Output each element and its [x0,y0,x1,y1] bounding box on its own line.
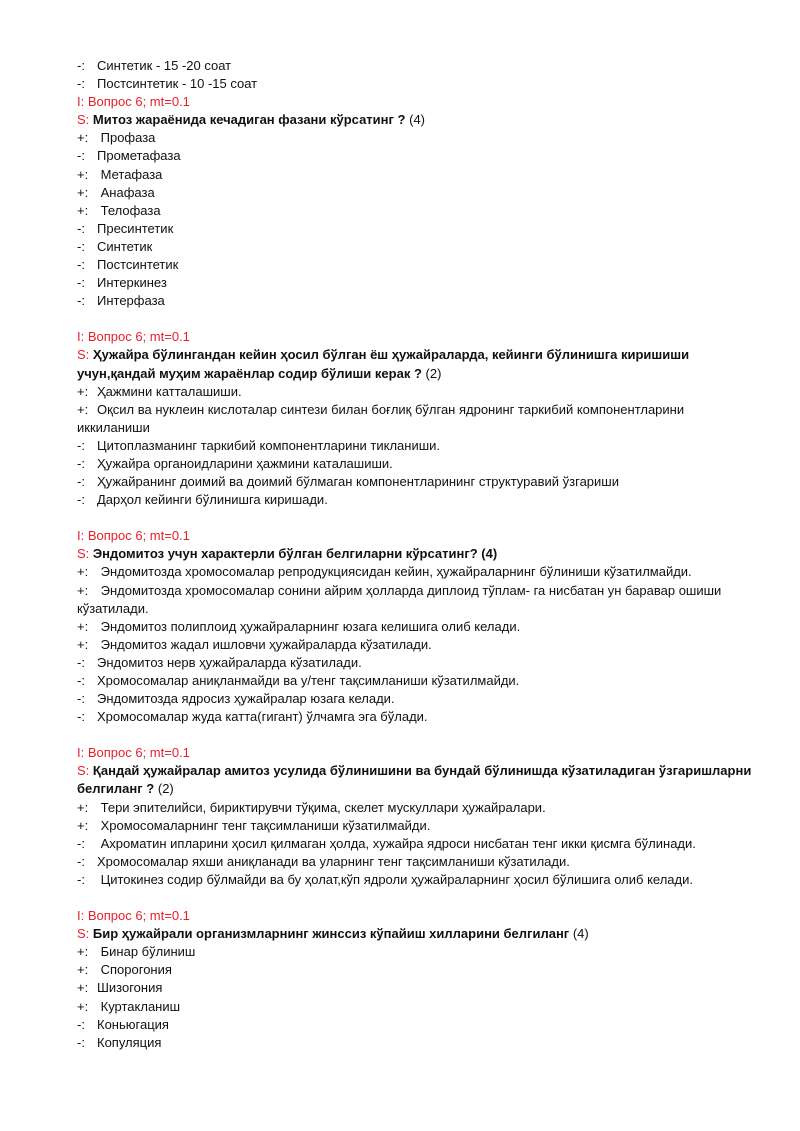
option-line: -: Прометафаза [77,148,181,164]
option-line: -: Цитоплазманинг таркибий компонентларини тикланиши. [77,437,441,453]
question-meta: I: Вопрос 6; mt=0.1 [77,329,190,345]
option-line: -: Цитокинез содир бўлмайди ва бу ҳолат,кўп ядроли ҳужайраларнинг ҳосил бўлишига олиб келади. [77,871,693,887]
spacer [77,889,760,907]
spacer [77,509,760,527]
option-line: -: Пресинтетик [77,220,174,236]
option-line: -: Интеркинез [77,275,167,291]
option-line: -: Эндомитоз нерв ҳужайраларда кўзатилади. [77,654,362,670]
option-line: -: Эндомитозда ядросиз ҳужайралар юзага келади. [77,691,395,707]
option-line: -: Хромосомалар яхши аниқланади ва уларнинг тенг тақсимланиши кўзатилади. [77,853,570,869]
option-line: -: Хромосомалар жуда катта(гигант) ўлчамга эга бўлади. [77,709,428,725]
spacer [77,726,760,744]
question-stem: S: Эндомитоз учун характерли бўлган белгиларни кўрсатинг? (4) [77,546,498,562]
option-line: -: Ҳужайранинг доимий ва доимий бўлмаган компонентларининг структуравий ўзгариши [77,474,619,490]
option-line: -: Копуляция [77,1034,162,1050]
option-line: -: Дарҳол кейинги бўлинишга киришади. [77,492,328,508]
question-meta: I: Вопрос 6; mt=0.1 [77,908,190,924]
option-line: +: Эндомитозда хромосомалар репродукциясидан кейин, ҳужайраларнинг бўлиниши кўзатилмайди. [77,564,692,580]
option-line: +: Шизогония [77,980,163,996]
option-line: -: Коньюгация [77,1016,169,1032]
question-stem: S: Бир ҳужайрали организмларнинг жинссиз кўпайиш хилларини белгиланг (4) [77,926,589,942]
option-line: -: Интерфаза [77,293,165,309]
question-stem: S: Қандай ҳужайралар амитоз усулида бўлинишини ва бундай бўлинишда кўзатиладиган ўзгаришларни белгиланг ? (2) [77,763,752,797]
option-line: +: Тери эпителийси, бириктирувчи тўқима, скелет мускуллари ҳужайралари. [77,799,546,815]
option-line: +: Спорогония [77,962,172,978]
option-line: +: Эндомитоз жадал ишловчи ҳужайраларда кўзатилади. [77,636,432,652]
question-block [77,93,760,310]
option-line: -: Постсинтетик [77,257,179,273]
option-line: -: Ҳужайра органоидларини ҳажмини каталашиши. [77,455,393,471]
option-line: -: Синтетик [77,238,153,254]
option-line: +: Хромосомаларнинг тенг тақсимланиши кўзатилмайди. [77,817,431,833]
option-line: +: Эндомитозда хромосомалар сонини айрим ҳолларда диплоид тўплам- га нисбатан ун баравар ошиши кўзатилади. [77,582,722,616]
option-line: +: Эндомитоз полиплоид ҳужайраларнинг юзага келишига олиб келади. [77,618,521,634]
option-line: -: Хромосомалар аниқланмайди ва у/тенг тақсимланиши кўзатилмайди. [77,673,520,688]
intro-block [77,57,760,93]
question-meta: I: Вопрос 6; mt=0.1 [77,528,190,544]
option-line: -: Синтетик - 15 -20 соат [77,58,232,73]
question-block [77,744,760,889]
spacer [77,310,760,328]
option-line: -: Ахроматин ипларини ҳосил қилмаган ҳолда, хужайра ядроси нисбатан тенг икки қисмга бўлинади. [77,835,696,851]
option-line: +: Оқсил ва нуклеин кислоталар синтези билан боғлиқ бўлган ядронинг таркибий компонентларини иккиланиши [77,401,685,435]
option-line: -: Постсинтетик - 10 -15 соат [77,76,258,92]
option-line: +: Бинар бўлиниш [77,944,196,960]
option-line: +: Профаза [77,130,156,146]
option-line: +: Анафаза [77,184,155,200]
question-meta: I: Вопрос 6; mt=0.1 [77,745,190,761]
option-line: +: Ҳажмини катталашиши. [77,383,242,399]
question-meta: I: Вопрос 6; mt=0.1 [77,94,190,110]
question-stem: S: Ҳужайра бўлингандан кейин ҳосил бўлган ёш ҳужайраларда, кейинги бўлинишга киришиши учун,қандай муҳим жараёнлар содир бўлиши керак ? (2) [77,347,690,381]
option-line: +: Телофаза [77,202,161,218]
question-stem: S: Митоз жараёнида кечадиган фазани кўрсатинг ? (4) [77,112,425,128]
question-block [77,907,760,1052]
question-block [77,527,760,726]
option-line: +: Метафаза [77,166,163,182]
option-line: +: Куртакланиш [77,998,181,1014]
question-block [77,328,760,509]
